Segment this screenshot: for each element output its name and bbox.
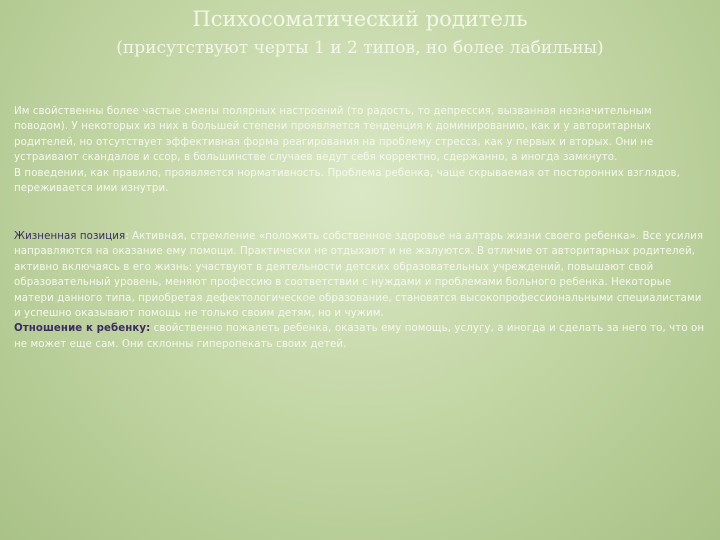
- details-paragraph: [14, 229, 706, 352]
- slide-subtitle: (присутствуют черты 1 и 2 типов, но более лабильны): [116, 38, 604, 58]
- life-position-separator: :: [125, 231, 129, 242]
- intro-paragraph: [14, 104, 706, 196]
- intro-text: Им свойственны более частые смены полярных настроений (то радость, то депрессия, вызванная незначительным поводом). У некоторых из них в большей степени проявляется тенденция к доминированию, как и у авторитарных родителей, но отсутствует эффективная форма реагирования на проблему стресса, как у первых и вторых. Они не устраивают скандалов и ссор, в большинстве случаев ведут себя корректно, сдержанно, а иногда замкнуто.: [14, 106, 654, 164]
- life-position-block: [14, 229, 706, 321]
- slide-title: Психосоматический родитель: [192, 7, 528, 31]
- attitude-text: свойственно пожалеть ребенка, оказать ему помощь, услугу, а иногда и сделать за него то, что он не может еще сам. Они склонны гиперопекать своих детей.: [14, 323, 705, 350]
- attitude-label: Отношение к ребенку:: [14, 323, 151, 335]
- attitude-block: [14, 321, 706, 352]
- life-position-text: Активная, стремление «положить собственное здоровье на алтарь жизни своего ребенка». Все усилия направляются на оказание ему помощи. Практически не отдыхают и не жалуются. В отличие от авторитарных родителей, активно включаясь в его жизнь: участвуют в деятельности детских образовательных учреждений, повышают свой образовательный уровень, меняют профессию в соответствии с нуждами и проблемами больного ребенка. Некоторые матери данного типа, приобретая дефектологическое образование, становятся высокопрофессиональными специалистами и успешно оказывают помощь не только своим детям, но и чужим.: [14, 231, 704, 320]
- life-position-label: Жизненная позиция: [14, 231, 126, 242]
- behavior-text: В поведении, как правило, проявляется нормативность. Проблема ребенка, чаще скрываемая от посторонних взглядов, переживается ими изнутри.: [14, 167, 680, 195]
